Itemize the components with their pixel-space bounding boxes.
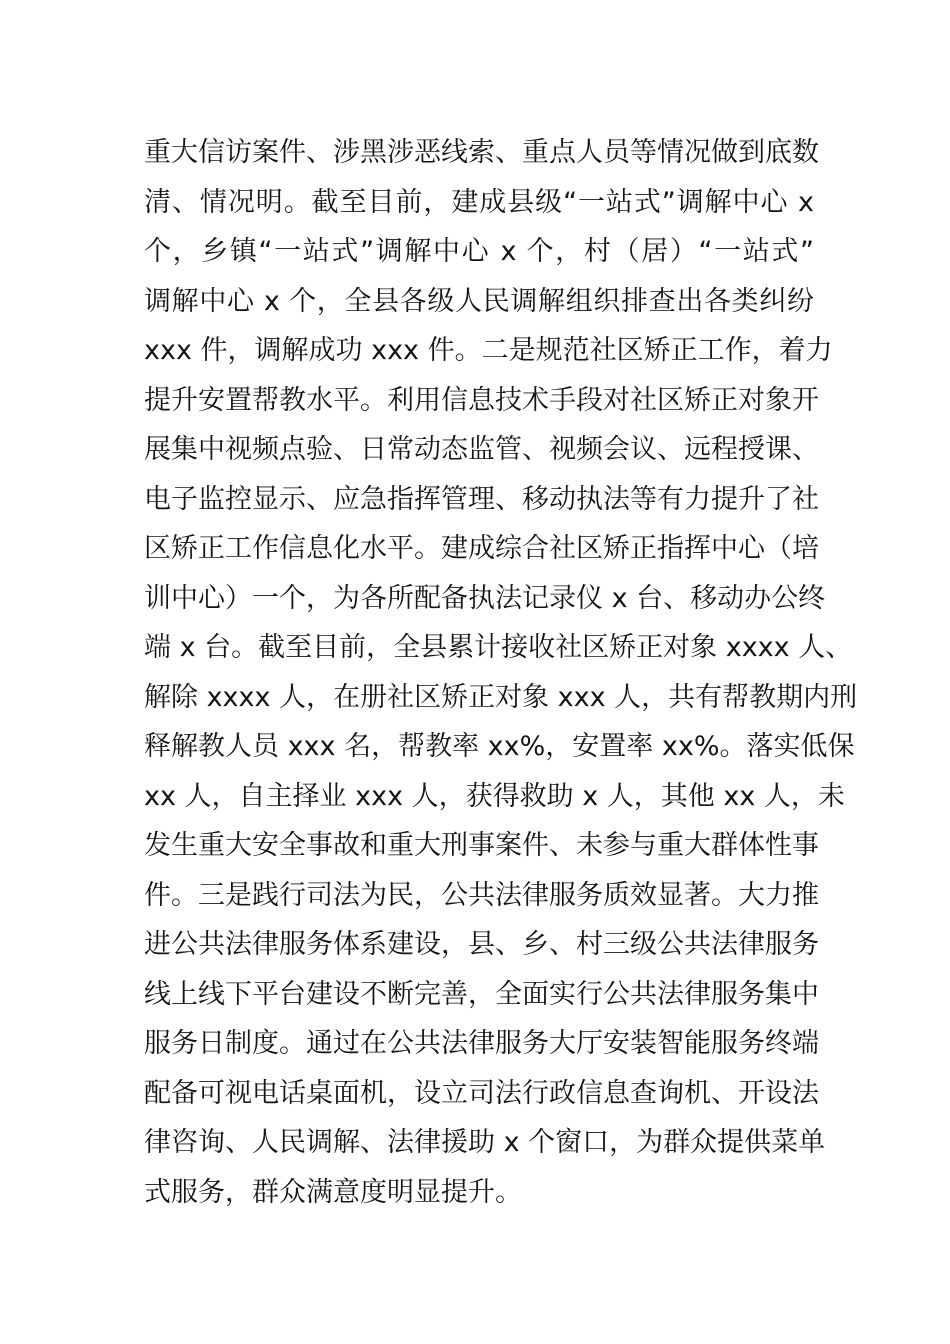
text-line: 配备可视电话桌面机，设立司法行政信息查询机、开设法: [144, 1077, 819, 1109]
text-line: 区矫正工作信息化水平。建成综合社区矫正指挥中心（培: [144, 533, 819, 564]
text-line: 式服务，群众满意度明显提升。: [144, 1176, 522, 1208]
text-line: 件。三是践行司法为民，公共法律服务质效显著。大力推: [144, 879, 819, 911]
text-line: 提升安置帮教水平。利用信息技术手段对社区矫正对象开: [144, 384, 819, 416]
text-line: 端 x 台。截至目前，全县累计接收社区矫正对象 xxxx 人、: [144, 632, 853, 663]
text-line: 清、情况明。截至目前，建成县级“一站式”调解中心 x: [144, 186, 814, 218]
text-line: xx 人，自主择业 xxx 人，获得救助 x 人，其他 xx 人，未: [144, 780, 845, 812]
text-line: 线上线下平台建设不断完善，全面实行公共法律服务集中: [144, 978, 819, 1010]
text-line: 进公共法律服务体系建设，县、乡、村三级公共法律服务: [144, 929, 819, 960]
text-line: 个，乡镇“一站式”调解中心 x 个，村（居）“一站式”: [144, 236, 814, 267]
text-line: 服务日制度。通过在公共法律服务大厅安装智能服务终端: [144, 1028, 819, 1059]
text-line: 重大信访案件、涉黑涉恶线索、重点人员等情况做到底数: [144, 137, 819, 168]
text-line: 展集中视频点验、日常动态监管、视频会议、远程授课、: [144, 434, 819, 465]
text-line: 调解中心 x 个，全县各级人民调解组织排查出各类纠纷: [144, 285, 814, 317]
text-line: 解除 xxxx 人，在册社区矫正对象 xxx 人，共有帮教期内刑: [144, 681, 858, 713]
text-line: 发生重大安全事故和重大刑事案件、未参与重大群体性事: [144, 830, 819, 861]
body-paragraph: [144, 128, 858, 1217]
text-line: 电子监控显示、应急指挥管理、移动执法等有力提升了社: [144, 483, 819, 515]
text-line: 律咨询、人民调解、法律援助 x 个窗口，为群众提供菜单: [144, 1127, 826, 1158]
text-line: xxx 件，调解成功 xxx 件。二是规范社区矫正工作，着力: [144, 335, 833, 366]
text-line: 释解教人员 xxx 名，帮教率 xx%，安置率 xx%。落实低保: [144, 731, 855, 762]
text-line: 训中心）一个，为各所配备执法记录仪 x 台、移动办公终: [144, 582, 826, 614]
